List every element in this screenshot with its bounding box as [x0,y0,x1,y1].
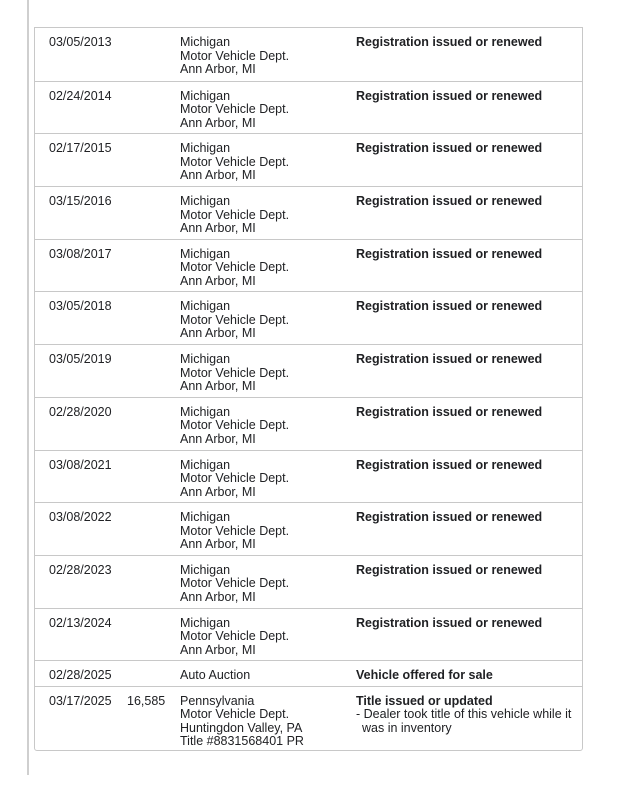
record-comment [356,142,576,156]
record-date: 02/28/2025 [49,668,112,683]
history-row [35,686,582,750]
record-source-line: Ann Arbor, MI [180,431,256,446]
record-source-line: Motor Vehicle Dept. [180,154,290,169]
record-event: Registration issued or renewed [356,404,543,419]
record-source-line: Michigan [180,194,231,209]
record-comment [356,617,576,631]
record-event: Registration issued or renewed [356,246,543,261]
record-source-line: Motor Vehicle Dept. [180,418,290,433]
record-date: 03/05/2019 [49,352,112,367]
record-source [180,90,289,131]
record-comment [356,195,576,209]
record-date: 03/17/2025 [49,693,112,708]
record-comment [356,353,576,367]
record-source-line: Huntingdon Valley, PA [180,720,303,735]
record-source-line: Ann Arbor, MI [180,642,256,657]
record-source [180,248,289,289]
record-source-line: Ann Arbor, MI [180,221,256,236]
record-date: 02/28/2023 [49,562,112,577]
record-source-line: Michigan [180,246,231,261]
history-row [35,239,582,292]
record-source-line: Ann Arbor, MI [180,115,256,130]
record-source-line: Michigan [180,510,231,525]
record-source [180,142,289,183]
history-row [35,608,582,661]
record-comment [356,90,576,104]
record-source-line: Ann Arbor, MI [180,326,256,341]
record-event: Registration issued or renewed [356,510,543,525]
record-source-line: Michigan [180,141,231,156]
record-source-line: Motor Vehicle Dept. [180,48,290,63]
history-row [35,502,582,555]
record-date: 03/05/2013 [49,35,112,49]
record-source-line: Ann Arbor, MI [180,273,256,288]
record-detail: - Dealer took title of this vehicle while it was in inventory [356,707,572,735]
record-source [180,353,289,394]
record-comment [356,36,576,50]
record-event: Registration issued or renewed [356,615,543,630]
record-source-line: Ann Arbor, MI [180,484,256,499]
record-source [180,564,289,605]
history-row [35,186,582,239]
record-source-line: Michigan [180,35,231,49]
record-source-line: Motor Vehicle Dept. [180,365,290,380]
record-event: Registration issued or renewed [356,141,543,156]
record-source-line: Title #8831568401 PR [180,734,304,749]
history-row [35,81,582,134]
record-source-line: Michigan [180,562,231,577]
record-source-line: Michigan [180,352,231,367]
record-event: Registration issued or renewed [356,88,543,103]
record-source [180,195,289,236]
record-source-line: Motor Vehicle Dept. [180,260,290,275]
record-event: Title issued or updated [356,693,493,708]
record-source-line: Michigan [180,615,231,630]
record-date: 03/08/2022 [49,510,112,525]
record-source [180,300,289,341]
record-event: Registration issued or renewed [356,299,543,314]
record-source-line: Ann Arbor, MI [180,379,256,394]
record-source-line: Motor Vehicle Dept. [180,707,290,722]
record-event: Registration issued or renewed [356,457,543,472]
record-source [180,695,304,749]
history-table [34,27,583,751]
record-source-line: Auto Auction [180,668,251,683]
record-event: Vehicle offered for sale [356,668,493,683]
history-row [35,555,582,608]
record-date: 02/17/2015 [49,141,112,156]
page-left-rule [27,0,29,775]
record-comment [356,406,576,420]
record-date: 03/15/2016 [49,194,112,209]
record-source-line: Motor Vehicle Dept. [180,102,290,117]
record-source [180,36,289,77]
record-source-line: Ann Arbor, MI [180,589,256,604]
history-row [35,450,582,503]
record-source [180,459,289,500]
record-comment [356,300,576,314]
record-date: 02/13/2024 [49,615,112,630]
record-date: 03/08/2017 [49,246,112,261]
history-row [35,660,582,686]
record-source-line: Ann Arbor, MI [180,168,256,183]
record-event: Registration issued or renewed [356,194,543,209]
history-row [35,28,582,81]
record-comment [356,248,576,262]
record-source-line: Michigan [180,88,231,103]
record-event: Registration issued or renewed [356,352,543,367]
record-source-line: Ann Arbor, MI [180,537,256,552]
record-source [180,511,289,552]
record-source [180,669,250,683]
record-source [180,406,289,447]
history-row [35,133,582,186]
record-comment [356,695,576,736]
record-event: Registration issued or renewed [356,35,543,49]
history-row [35,397,582,450]
history-row [35,291,582,344]
record-source-line: Motor Vehicle Dept. [180,576,290,591]
record-source-line: Michigan [180,299,231,314]
record-source-line: Motor Vehicle Dept. [180,629,290,644]
record-date: 03/05/2018 [49,299,112,314]
record-source-line: Motor Vehicle Dept. [180,312,290,327]
record-event: Registration issued or renewed [356,562,543,577]
record-source-line: Motor Vehicle Dept. [180,471,290,485]
record-comment [356,564,576,578]
record-source [180,617,289,658]
record-comment [356,669,576,683]
record-source-line: Michigan [180,457,231,472]
history-row [35,344,582,397]
record-comment [356,511,576,525]
record-source-line: Motor Vehicle Dept. [180,523,290,538]
record-source-line: Michigan [180,404,231,419]
record-odometer: 16,585 [127,693,166,708]
record-comment [356,459,576,473]
record-source-line: Pennsylvania [180,693,255,708]
record-date: 02/24/2014 [49,88,112,103]
record-date: 02/28/2020 [49,404,112,419]
record-source-line: Ann Arbor, MI [180,62,256,76]
record-date: 03/08/2021 [49,457,112,472]
record-source-line: Motor Vehicle Dept. [180,207,290,222]
